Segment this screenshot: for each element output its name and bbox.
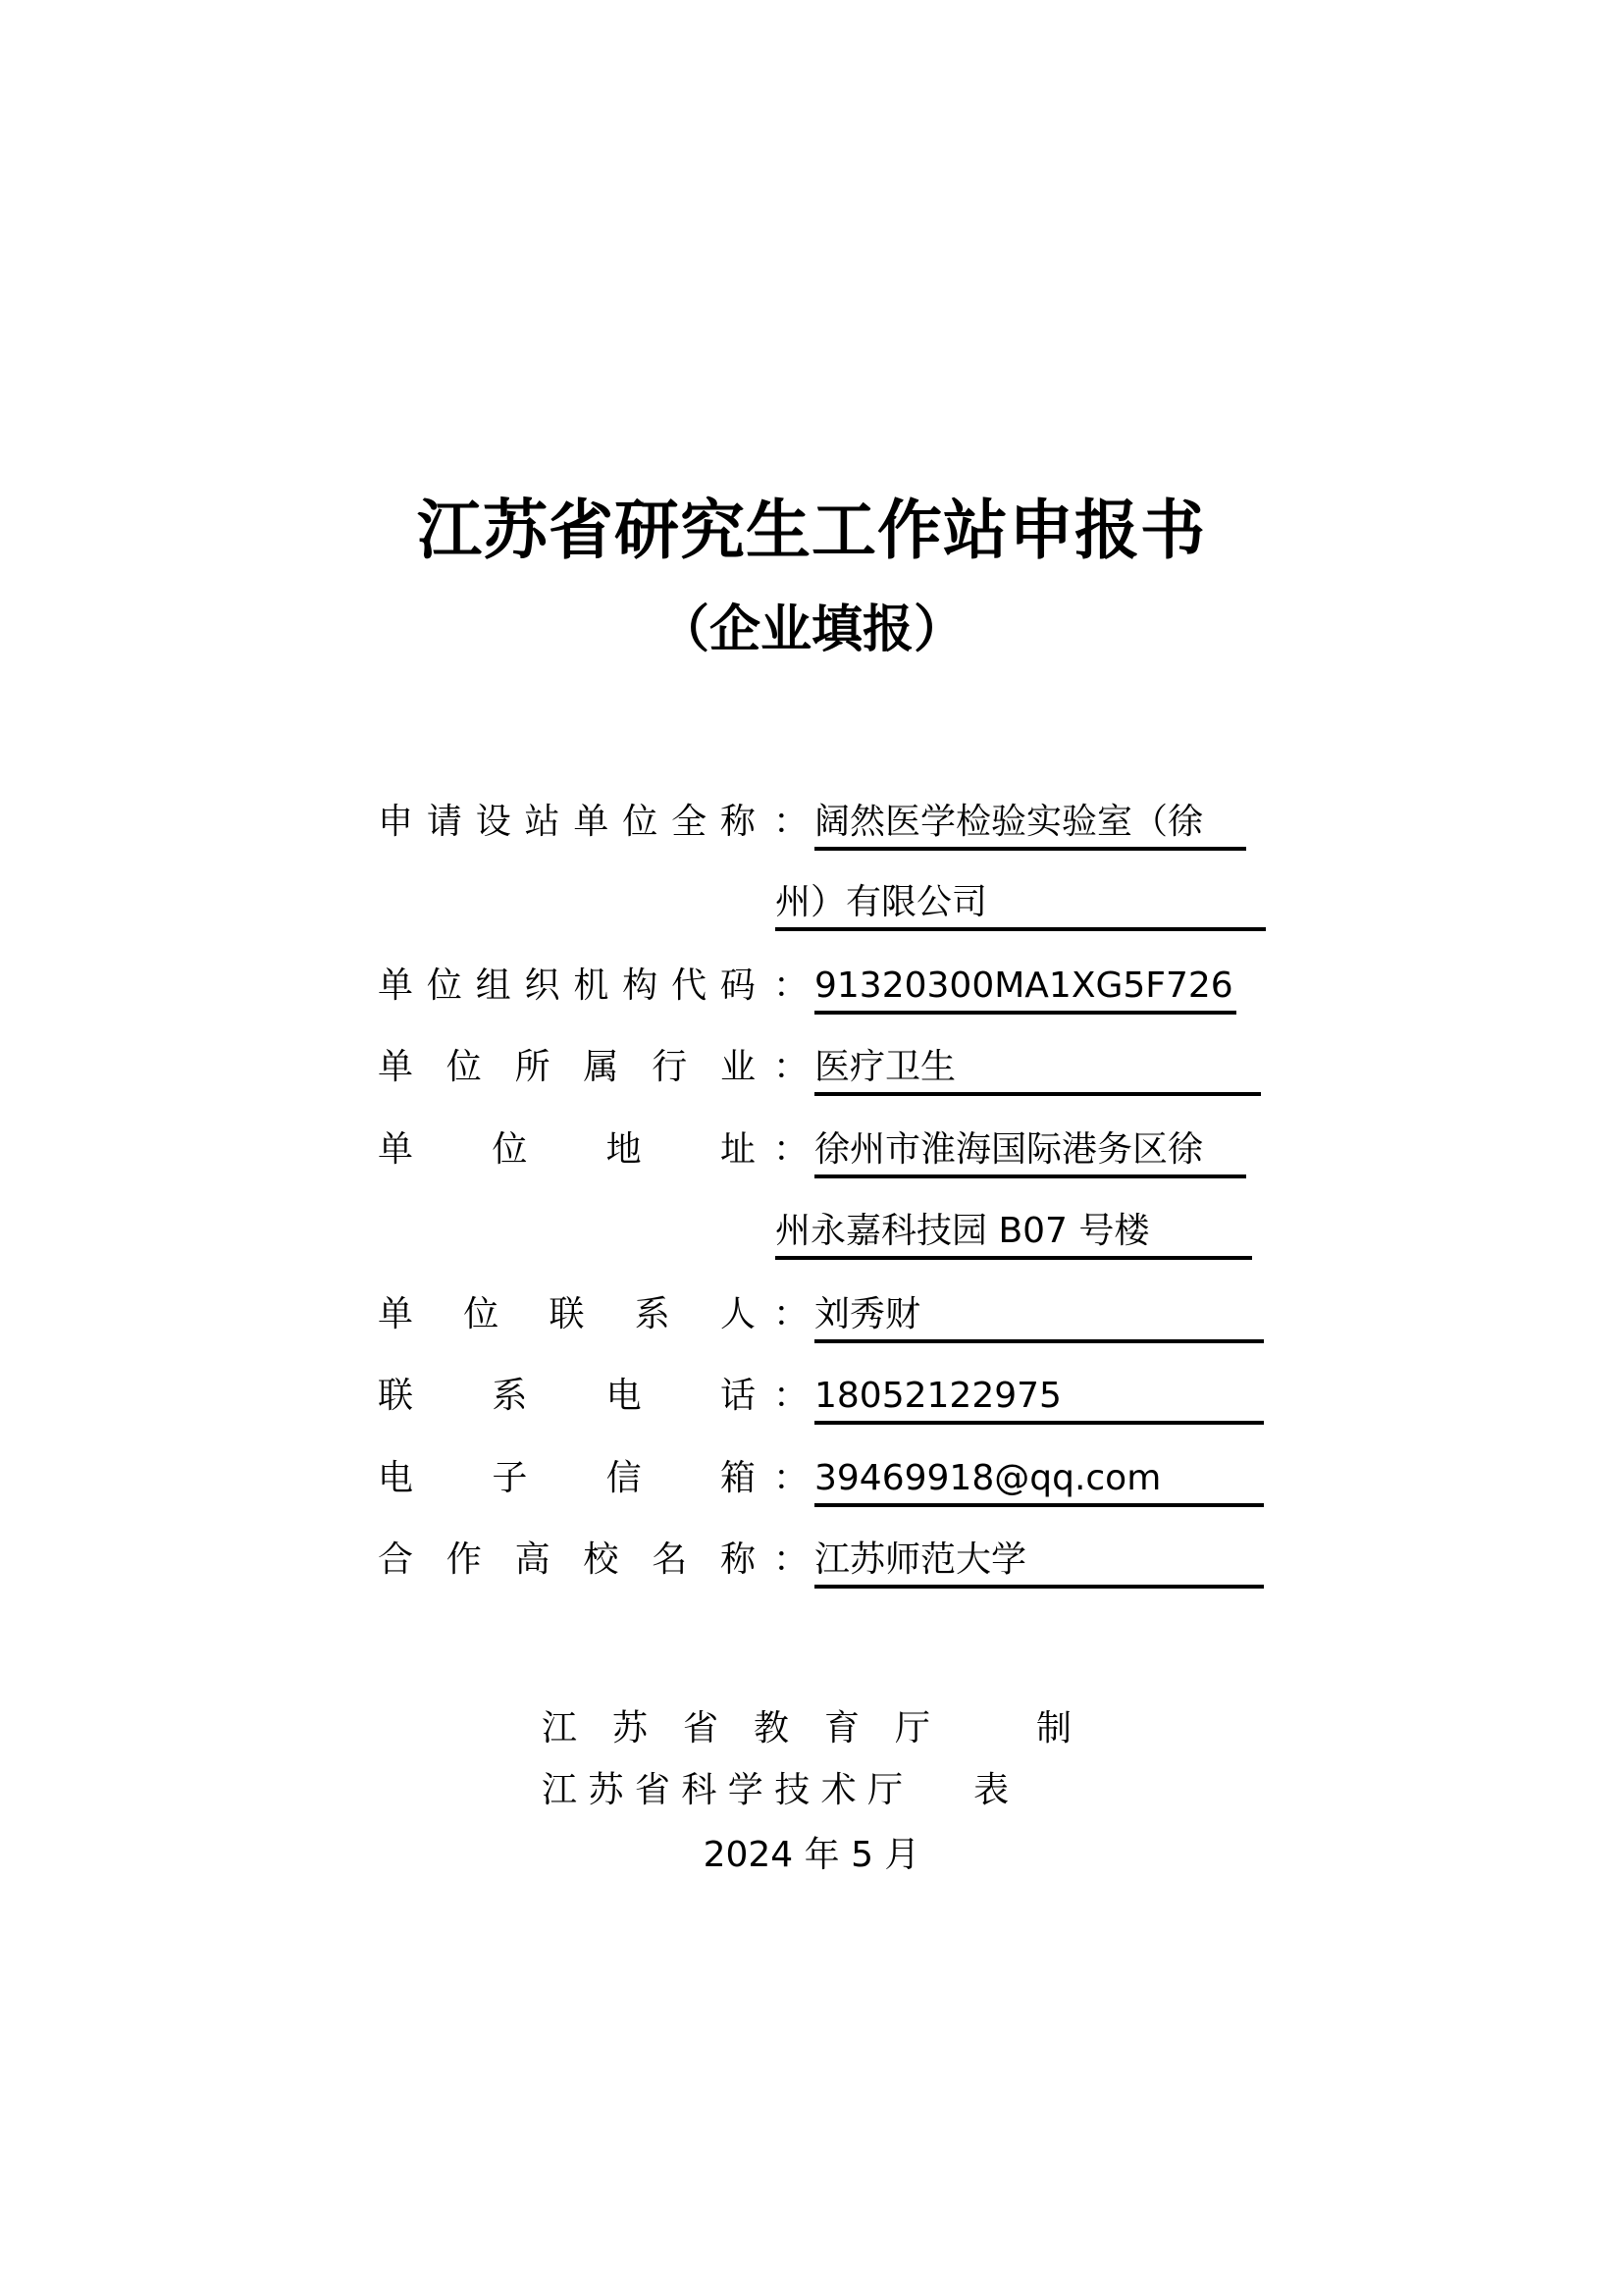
label-char: 校 <box>583 1539 619 1580</box>
label-char: 织 <box>524 965 560 1006</box>
field-label <box>378 962 756 1011</box>
label-char: 信 <box>605 1458 642 1498</box>
colon: ： <box>773 965 810 1006</box>
phone-value[interactable]: 18052122975 <box>814 1372 1264 1425</box>
label-char: 单 <box>378 965 414 1006</box>
field-label <box>378 1536 756 1585</box>
label-char: 系 <box>492 1376 528 1416</box>
field-label <box>378 1372 756 1421</box>
label-char: 人 <box>719 1294 756 1334</box>
contact-person-value[interactable]: 刘秀财 <box>814 1290 1264 1343</box>
label-char: 全 <box>671 802 707 842</box>
label-char: 联 <box>549 1294 585 1334</box>
label-char: 码 <box>719 965 756 1006</box>
label-char: 单 <box>378 1294 414 1334</box>
colon: ： <box>773 1129 810 1170</box>
applicant-name-value-line2[interactable]: 州）有限公司 <box>775 878 1266 931</box>
colon: ： <box>773 802 810 842</box>
label-char: 名 <box>652 1539 688 1580</box>
label-char: 设 <box>475 802 511 842</box>
label-char: 位 <box>492 1129 528 1170</box>
label-char: 位 <box>445 1047 482 1087</box>
field-label <box>378 1125 756 1174</box>
label-char: 话 <box>719 1376 756 1416</box>
label-char: 所 <box>514 1047 550 1087</box>
label-char: 联 <box>378 1376 414 1416</box>
document-subtitle: （企业填报） <box>657 600 965 659</box>
field-label <box>378 1290 756 1339</box>
email-value[interactable]: 39469918@qq.com <box>814 1454 1264 1507</box>
label-char: 组 <box>475 965 511 1006</box>
label-char: 电 <box>605 1376 642 1416</box>
field-label <box>378 1043 756 1092</box>
colon: ： <box>773 1047 810 1087</box>
org-code-value[interactable]: 91320300MA1XG5F726 <box>814 962 1236 1015</box>
label-char: 箱 <box>719 1458 756 1498</box>
address-value-line2[interactable]: 州永嘉科技园 B07 号楼 <box>775 1207 1252 1260</box>
label-char: 系 <box>634 1294 670 1334</box>
label-char: 称 <box>719 802 756 842</box>
label-char: 请 <box>426 802 462 842</box>
colon: ： <box>773 1539 810 1580</box>
label-char: 构 <box>622 965 658 1006</box>
label-char: 电 <box>378 1458 414 1498</box>
label-char: 地 <box>605 1129 642 1170</box>
applicant-name-value-line1[interactable]: 阔然医学检验实验室（徐 <box>814 798 1246 851</box>
colon: ： <box>773 1294 810 1334</box>
label-char: 位 <box>463 1294 499 1334</box>
label-char: 单 <box>573 802 609 842</box>
address-value-line1[interactable]: 徐州市淮海国际港务区徐 <box>814 1125 1246 1178</box>
label-char: 合 <box>378 1539 414 1580</box>
label-char: 作 <box>445 1539 482 1580</box>
label-char: 站 <box>524 802 560 842</box>
label-char: 行 <box>652 1047 688 1087</box>
label-char: 单 <box>378 1047 414 1087</box>
label-char: 机 <box>573 965 609 1006</box>
colon: ： <box>773 1458 810 1498</box>
issue-date: 2024 年 5 月 <box>703 1835 920 1875</box>
colon: ： <box>773 1376 810 1416</box>
label-char: 单 <box>378 1129 414 1170</box>
label-char: 申 <box>378 802 414 842</box>
field-label <box>378 798 756 847</box>
field-label <box>378 1454 756 1503</box>
label-char: 属 <box>583 1047 619 1087</box>
industry-value[interactable]: 医疗卫生 <box>814 1043 1261 1096</box>
label-char: 代 <box>671 965 707 1006</box>
issuer-line-1: 江 苏 省 教 育 厅 制 <box>542 1708 1073 1748</box>
document-title: 江苏省研究生工作站申报书 <box>417 492 1206 568</box>
label-char: 称 <box>719 1539 756 1580</box>
label-char: 子 <box>492 1458 528 1498</box>
label-char: 位 <box>622 802 658 842</box>
label-char: 址 <box>719 1129 756 1170</box>
label-char: 业 <box>719 1047 756 1087</box>
partner-university-value[interactable]: 江苏师范大学 <box>814 1536 1264 1589</box>
label-char: 位 <box>426 965 462 1006</box>
label-char: 高 <box>514 1539 550 1580</box>
issuer-line-2: 江 苏 省 科 学 技 术 厅 表 <box>542 1770 1010 1810</box>
